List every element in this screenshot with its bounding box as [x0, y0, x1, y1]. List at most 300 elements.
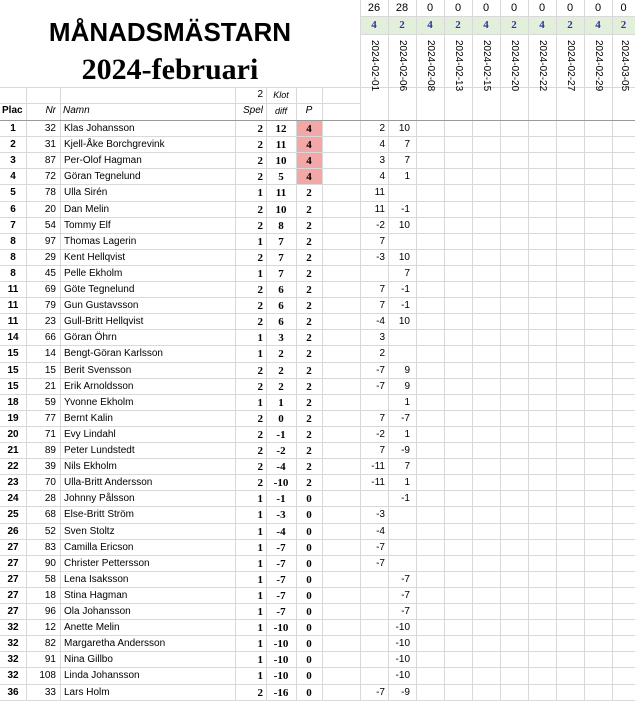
- cell-spel: 2: [257, 477, 263, 490]
- date-col-points: 2: [511, 19, 517, 31]
- date-col-total: 26: [367, 2, 381, 14]
- cell-spel: 2: [257, 428, 263, 441]
- cell-nr: 58: [44, 573, 56, 585]
- cell-diff: -10: [273, 654, 289, 667]
- cell-date-2: [388, 507, 410, 523]
- cell-nr: 90: [44, 557, 56, 569]
- cell-p: 0: [306, 525, 312, 538]
- cell-p: 0: [306, 557, 312, 570]
- date-col-points: 2: [399, 19, 405, 31]
- cell-plac: 32: [7, 670, 19, 682]
- cell-date-2: 1: [404, 428, 410, 440]
- cell-namn[interactable]: Göte Tegnelund: [64, 284, 135, 295]
- cell-diff: -7: [276, 541, 286, 554]
- cell-namn[interactable]: Tommy Elf: [64, 219, 111, 231]
- cell-diff: -7: [276, 557, 286, 570]
- cell-nr: 12: [44, 622, 56, 634]
- cell-spel: 2: [257, 461, 263, 474]
- cell-p: 4: [306, 155, 312, 168]
- cell-spel: 2: [257, 139, 263, 152]
- klot-label: Klot: [273, 90, 289, 100]
- cell-date-1: -3: [376, 509, 385, 521]
- date-col-points: 4: [427, 19, 433, 31]
- date-col-total: 0: [594, 2, 602, 14]
- cell-date-2: -10: [395, 622, 410, 634]
- cell-namn[interactable]: Stina Hagman: [64, 589, 128, 601]
- cell-p: 0: [306, 654, 312, 667]
- cell-plac: 15: [7, 380, 19, 392]
- cell-date-1: 3: [379, 155, 385, 167]
- cell-spel: 1: [257, 348, 263, 361]
- cell-spel: 1: [257, 589, 263, 602]
- cell-namn[interactable]: Göran Tegnelund: [64, 171, 141, 183]
- cell-p: 2: [306, 332, 312, 345]
- cell-nr: 54: [44, 219, 56, 231]
- date-col-total: 0: [566, 2, 574, 14]
- cell-namn[interactable]: Margaretha Andersson: [64, 638, 166, 650]
- cell-diff: -1: [276, 493, 286, 506]
- cell-namn[interactable]: Peter Lundstedt: [64, 445, 135, 456]
- cell-namn[interactable]: Kjell-Åke Borchgrevink: [64, 139, 165, 151]
- cell-spel: 2: [257, 686, 263, 699]
- date-col-points: 4: [371, 19, 377, 31]
- cell-spel: 1: [257, 606, 263, 618]
- cell-p: 0: [306, 589, 312, 602]
- cell-p: 0: [306, 573, 312, 586]
- cell-nr: 31: [44, 139, 56, 151]
- cell-p: 2: [306, 428, 312, 441]
- cell-p: 2: [306, 235, 312, 248]
- date-col-total: 0: [426, 2, 434, 14]
- cell-plac: 11: [7, 316, 19, 328]
- cell-date-2: 7: [404, 267, 410, 279]
- cell-date-2: 7: [404, 461, 410, 473]
- cell-spel: 2: [257, 380, 263, 393]
- cell-diff: -7: [276, 589, 286, 602]
- cell-nr: 32: [44, 123, 56, 134]
- cell-date-2: 9: [404, 364, 410, 376]
- cell-p: 4: [306, 139, 312, 152]
- cell-namn[interactable]: Klas Johansson: [64, 123, 135, 134]
- date-col-points: 2: [620, 19, 627, 31]
- cell-date-2: 7: [404, 139, 410, 151]
- cell-p: 2: [306, 300, 312, 313]
- cell-date-1: [360, 588, 385, 604]
- cell-diff: 6: [278, 316, 284, 329]
- cell-spel: 1: [257, 573, 263, 586]
- cell-namn[interactable]: Thomas Lagerin: [64, 235, 137, 247]
- cell-diff: 3: [278, 332, 284, 345]
- date-col-total: 0: [538, 2, 546, 14]
- cell-namn[interactable]: Ulla-Britt Andersson: [64, 477, 153, 489]
- cell-diff: -7: [276, 606, 286, 618]
- cell-date-1: [360, 491, 385, 507]
- cell-date-2: 1: [404, 477, 410, 489]
- cell-diff: -4: [276, 525, 286, 538]
- cell-date-2: -7: [401, 412, 410, 424]
- cell-diff: -10: [273, 670, 289, 683]
- cell-plac: 11: [7, 284, 19, 295]
- cell-p: 2: [306, 187, 312, 200]
- date-col-points: 4: [483, 19, 489, 31]
- cell-p: 0: [306, 606, 312, 618]
- date-col-points: 2: [567, 19, 573, 31]
- cell-p: 2: [306, 219, 312, 232]
- cell-nr: 91: [44, 654, 56, 666]
- cell-diff: 7: [278, 235, 284, 248]
- cell-date-1: [360, 266, 385, 282]
- header-diff: diff: [274, 106, 287, 116]
- cell-date-2: -7: [401, 573, 410, 585]
- cell-nr: 97: [44, 235, 56, 247]
- cell-date-2: 9: [404, 380, 410, 392]
- cell-diff: -1: [276, 428, 286, 441]
- cell-p: 0: [306, 686, 312, 699]
- header-spel: Spel: [242, 105, 263, 116]
- cell-date-1: [360, 395, 385, 411]
- cell-date-2: -7: [401, 589, 410, 601]
- cell-date-1: -7: [376, 686, 385, 698]
- cell-date-2: -9: [401, 686, 410, 698]
- cell-date-2: -7: [401, 606, 410, 617]
- cell-plac: 1: [10, 123, 16, 134]
- date-col-header: 2024-02-20: [509, 40, 520, 92]
- cell-date-1: 7: [379, 235, 385, 247]
- cell-spel: 1: [257, 638, 263, 651]
- cell-date-1: 4: [379, 171, 385, 183]
- cell-p: 0: [306, 638, 312, 651]
- cell-diff: 6: [278, 284, 284, 296]
- cell-nr: 21: [44, 380, 56, 392]
- cell-date-2: -1: [401, 493, 410, 505]
- cell-nr: 28: [44, 493, 56, 505]
- cell-p: 2: [306, 284, 312, 296]
- cell-date-1: [360, 636, 385, 652]
- cell-p: 2: [306, 477, 312, 490]
- cell-date-1: -11: [371, 477, 385, 489]
- cell-namn[interactable]: Nina Gillbo: [64, 654, 113, 666]
- cell-nr: 82: [44, 638, 56, 650]
- cell-nr: 87: [44, 155, 56, 167]
- cell-plac: 3: [10, 155, 16, 167]
- cell-spel: 1: [257, 267, 263, 280]
- cell-date-1: 4: [379, 139, 385, 151]
- cell-namn[interactable]: Erik Arnoldsson: [64, 380, 134, 392]
- cell-date-1: -3: [376, 251, 385, 263]
- cell-spel: 1: [257, 622, 263, 635]
- cell-date-1: 3: [379, 332, 385, 344]
- cell-diff: -10: [273, 477, 289, 490]
- cell-nr: 96: [44, 606, 56, 617]
- cell-date-1: 11: [374, 203, 385, 215]
- cell-date-2: -1: [401, 284, 410, 295]
- cell-date-2: 10: [398, 123, 410, 134]
- cell-date-2: -1: [401, 300, 410, 312]
- cell-spel: 1: [257, 541, 263, 554]
- cell-namn[interactable]: Dan Melin: [64, 203, 110, 215]
- cell-p: 0: [306, 670, 312, 683]
- cell-namn[interactable]: Sven Stoltz: [64, 525, 115, 537]
- cell-spel: 1: [257, 396, 263, 409]
- cell-namn[interactable]: Linda Johansson: [64, 670, 140, 682]
- cell-date-2: [388, 540, 410, 556]
- date-col-total: 0: [510, 2, 518, 14]
- cell-spel: 1: [257, 235, 263, 248]
- cell-spel: 2: [257, 251, 263, 264]
- cell-namn[interactable]: Nils Ekholm: [64, 461, 117, 473]
- cell-plac: 8: [10, 251, 16, 263]
- cell-diff: -16: [273, 686, 289, 699]
- cell-date-1: -7: [376, 557, 385, 569]
- cell-p: 4: [306, 171, 312, 184]
- cell-namn[interactable]: Else-Britt Ström: [64, 509, 135, 521]
- cell-date-1: 7: [379, 445, 385, 456]
- cell-date-1: -4: [376, 316, 385, 328]
- cell-diff: 7: [278, 251, 284, 264]
- cell-namn[interactable]: Bengt-Göran Karlsson: [64, 348, 163, 360]
- cell-plac: 25: [7, 509, 19, 521]
- cell-plac: 32: [7, 638, 19, 650]
- cell-p: 2: [306, 251, 312, 264]
- cell-namn[interactable]: Ola Johansson: [64, 606, 131, 617]
- cell-p: 2: [306, 267, 312, 280]
- cell-spel: 1: [257, 332, 263, 345]
- cell-diff: 0: [278, 412, 284, 425]
- cell-date-1: -2: [376, 428, 385, 440]
- cell-date-1: -4: [376, 525, 385, 537]
- cell-plac: 8: [10, 267, 16, 279]
- cell-p: 0: [306, 509, 312, 522]
- cell-spel: 1: [257, 187, 263, 200]
- cell-nr: 14: [44, 348, 56, 360]
- cell-plac: 21: [7, 445, 19, 456]
- cell-namn[interactable]: Yvonne Ekholm: [64, 396, 134, 408]
- cell-date-2: -10: [395, 670, 410, 682]
- cell-nr: 39: [44, 461, 56, 473]
- cell-spel: 1: [257, 493, 263, 506]
- cell-nr: 59: [44, 396, 56, 408]
- cell-p: 2: [306, 445, 312, 457]
- cell-date-1: [360, 620, 385, 636]
- cell-namn[interactable]: Per-Olof Hagman: [64, 155, 142, 167]
- date-col-header: 2024-02-13: [453, 40, 464, 92]
- cell-plac: 8: [10, 235, 16, 247]
- header-nr: Nr: [45, 105, 56, 116]
- cell-diff: 8: [278, 219, 284, 232]
- cell-date-2: [388, 330, 410, 346]
- date-col-total: 0: [620, 2, 627, 14]
- cell-namn[interactable]: Göran Öhrn: [64, 332, 117, 344]
- cell-diff: -7: [276, 573, 286, 586]
- date-col-total: 0: [454, 2, 462, 14]
- date-col-total: 28: [395, 2, 409, 14]
- date-col-header: 2024-02-15: [481, 40, 492, 92]
- cell-date-1: 7: [379, 412, 385, 424]
- cell-namn[interactable]: Camilla Ericson: [64, 541, 134, 553]
- cell-p: 2: [306, 203, 312, 216]
- cell-namn[interactable]: Evy Lindahl: [64, 428, 116, 440]
- header-p: P: [305, 105, 313, 116]
- cell-namn[interactable]: Ulla Sirén: [64, 187, 108, 199]
- cell-diff: 2: [278, 380, 284, 393]
- cell-spel: 2: [257, 445, 263, 457]
- cell-date-1: -11: [371, 461, 385, 473]
- cell-diff: 10: [275, 203, 287, 216]
- cell-nr: 66: [44, 332, 56, 344]
- cell-spel: 2: [257, 316, 263, 329]
- cell-namn[interactable]: Gull-Britt Hellqvist: [64, 316, 144, 328]
- cell-date-2: [388, 524, 410, 540]
- cell-nr: 89: [44, 445, 56, 456]
- cell-plac: 36: [7, 686, 19, 698]
- cell-plac: 24: [7, 493, 19, 505]
- date-col-header: 2024-02-01: [369, 40, 380, 92]
- cell-nr: 29: [44, 251, 56, 263]
- date-col-header: 2024-02-22: [537, 40, 548, 92]
- cell-p: 2: [306, 396, 312, 409]
- spel-count: 2: [257, 89, 263, 100]
- cell-date-2: -1: [401, 203, 410, 215]
- cell-spel: 2: [257, 284, 263, 296]
- cell-p: 4: [306, 123, 312, 135]
- cell-namn[interactable]: Berit Svensson: [64, 364, 132, 376]
- cell-namn[interactable]: Lars Holm: [64, 686, 110, 698]
- cell-diff: 2: [278, 364, 284, 377]
- cell-date-2: [388, 556, 410, 572]
- cell-date-1: [360, 572, 385, 588]
- cell-plac: 15: [7, 364, 19, 376]
- cell-spel: 1: [257, 654, 263, 667]
- cell-date-1: 7: [379, 300, 385, 312]
- cell-plac: 27: [7, 573, 19, 585]
- date-col-total: 0: [482, 2, 490, 14]
- cell-namn[interactable]: Lena Isaksson: [64, 573, 129, 585]
- cell-date-1: -7: [376, 380, 385, 392]
- cell-spel: 2: [257, 155, 263, 168]
- date-col-points: 2: [455, 19, 461, 31]
- cell-p: 2: [306, 316, 312, 329]
- cell-date-1: [360, 604, 385, 620]
- cell-plac: 32: [7, 654, 19, 666]
- cell-diff: 6: [278, 300, 284, 313]
- cell-namn[interactable]: Anette Melin: [64, 622, 120, 634]
- cell-nr: 108: [39, 670, 56, 682]
- cell-nr: 45: [44, 267, 56, 279]
- cell-date-2: 1: [404, 171, 410, 183]
- cell-plac: 26: [7, 525, 19, 537]
- cell-date-1: [360, 652, 385, 668]
- cell-plac: 20: [7, 428, 19, 440]
- cell-namn[interactable]: Bernt Kalin: [64, 412, 113, 424]
- cell-nr: 18: [44, 589, 56, 601]
- cell-nr: 23: [44, 316, 56, 328]
- cell-diff: -2: [276, 445, 286, 457]
- cell-date-1: 11: [374, 187, 385, 199]
- cell-namn[interactable]: Gun Gustavsson: [64, 300, 139, 312]
- cell-plac: 4: [10, 171, 16, 183]
- cell-nr: 33: [44, 686, 56, 698]
- cell-plac: 27: [7, 541, 19, 553]
- cell-nr: 71: [44, 428, 56, 440]
- cell-nr: 69: [44, 284, 56, 295]
- cell-plac: 23: [7, 477, 19, 489]
- cell-date-2: [388, 346, 410, 362]
- cell-spel: 1: [257, 525, 263, 538]
- cell-plac: 6: [10, 203, 16, 215]
- cell-plac: 27: [7, 589, 19, 601]
- cell-spel: 1: [257, 509, 263, 522]
- cell-date-2: 10: [398, 251, 410, 263]
- date-col-header: 2024-02-29: [593, 40, 604, 92]
- cell-plac: 14: [7, 332, 19, 344]
- cell-diff: 11: [275, 139, 287, 152]
- cell-nr: 70: [44, 477, 56, 489]
- cell-plac: 27: [7, 557, 19, 569]
- cell-plac: 19: [7, 412, 19, 424]
- cell-p: 2: [306, 412, 312, 425]
- cell-date-2: [388, 185, 410, 201]
- cell-p: 2: [306, 461, 312, 474]
- cell-spel: 2: [257, 364, 263, 377]
- cell-plac: 5: [10, 187, 16, 199]
- cell-namn[interactable]: Kent Hellqvist: [64, 251, 126, 263]
- cell-diff: -3: [276, 509, 286, 522]
- cell-date-2: -10: [395, 654, 410, 666]
- date-col-header: 2024-03-05: [618, 40, 630, 92]
- cell-nr: 68: [44, 509, 56, 521]
- cell-nr: 79: [44, 300, 56, 312]
- cell-p: 2: [306, 380, 312, 393]
- cell-date-2: -10: [395, 638, 410, 650]
- cell-date-1: -7: [376, 364, 385, 376]
- cell-date-1: -2: [376, 219, 385, 231]
- cell-date-2: 10: [398, 219, 410, 231]
- header-namn: Namn: [63, 105, 90, 116]
- date-col-header: 2024-02-08: [425, 40, 436, 92]
- cell-spel: 2: [257, 123, 263, 135]
- cell-diff: 7: [278, 267, 284, 280]
- cell-diff: 11: [275, 187, 287, 200]
- cell-p: 0: [306, 493, 312, 506]
- cell-p: 0: [306, 622, 312, 635]
- cell-plac: 2: [10, 139, 16, 151]
- cell-spel: 2: [257, 300, 263, 313]
- cell-spel: 1: [257, 670, 263, 683]
- cell-diff: 1: [278, 396, 284, 409]
- cell-plac: 11: [7, 300, 19, 312]
- cell-nr: 77: [44, 412, 56, 424]
- cell-date-1: 2: [379, 348, 385, 360]
- cell-p: 2: [306, 364, 312, 377]
- cell-plac: 22: [7, 461, 19, 473]
- grid-line-horizontal: [360, 34, 635, 35]
- cell-diff: -10: [273, 622, 289, 635]
- cell-namn[interactable]: Pelle Ekholm: [64, 267, 123, 279]
- cell-spel: 2: [257, 203, 263, 216]
- cell-namn[interactable]: Johnny Pålsson: [64, 493, 135, 505]
- cell-diff: 12: [275, 123, 287, 135]
- cell-date-1: [360, 668, 385, 684]
- cell-nr: 78: [44, 187, 56, 199]
- header-plac: Plac: [2, 105, 23, 116]
- sheet-subtitle: 2024-februari: [81, 53, 259, 86]
- cell-date-1: 7: [379, 284, 385, 295]
- cell-spel: 1: [257, 557, 263, 570]
- cell-namn[interactable]: Christer Pettersson: [64, 557, 150, 569]
- date-col-header: 2024-02-06: [397, 40, 408, 92]
- cell-p: 0: [306, 541, 312, 554]
- cell-plac: 32: [7, 622, 19, 634]
